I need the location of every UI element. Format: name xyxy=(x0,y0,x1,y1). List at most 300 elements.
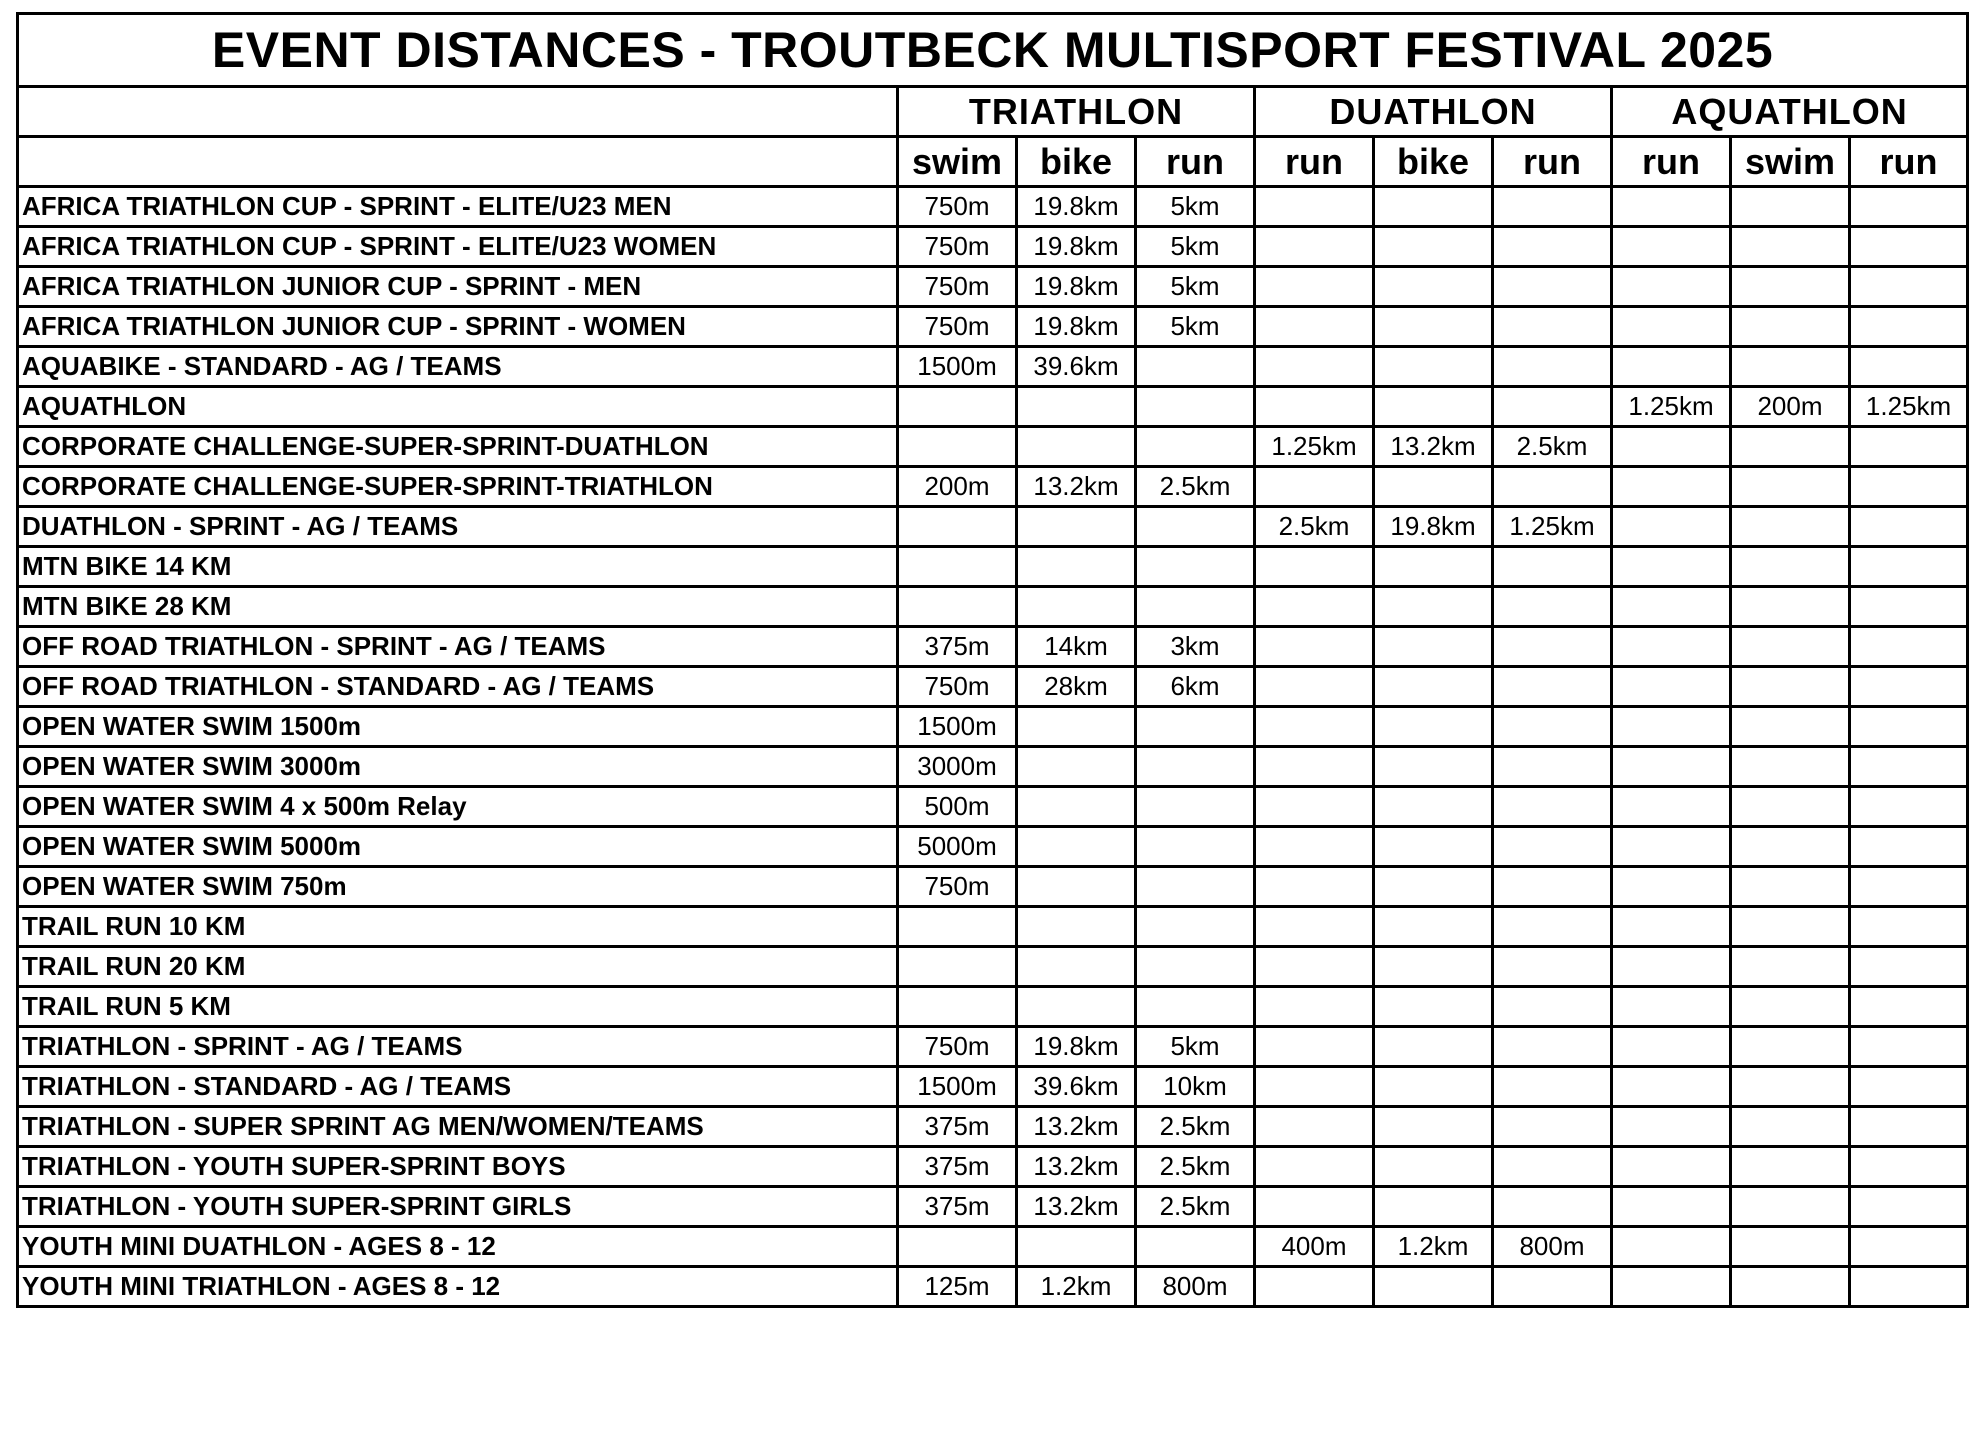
discipline-header-blank xyxy=(18,137,898,187)
distance-cell xyxy=(1374,587,1493,627)
event-name-cell: AFRICA TRIATHLON CUP - SPRINT - ELITE/U23 MEN xyxy=(18,187,898,227)
distance-cell: 1500m xyxy=(898,707,1017,747)
distance-cell xyxy=(1731,907,1850,947)
table-row xyxy=(18,187,1968,227)
distance-cell xyxy=(1493,907,1612,947)
distance-cell: 1.25km xyxy=(1255,427,1374,467)
distance-cell xyxy=(898,587,1017,627)
distance-cell xyxy=(1136,787,1255,827)
distance-cell xyxy=(1850,427,1968,467)
distance-cell xyxy=(1850,267,1968,307)
table-row xyxy=(18,1027,1968,1067)
distance-cell xyxy=(1612,507,1731,547)
title-row xyxy=(18,14,1968,87)
event-name-cell: YOUTH MINI DUATHLON - AGES 8 - 12 xyxy=(18,1227,898,1267)
event-name-cell: AQUATHLON xyxy=(18,387,898,427)
distance-cell xyxy=(898,387,1017,427)
event-name-cell: TRAIL RUN 20 KM xyxy=(18,947,898,987)
distance-cell xyxy=(1612,1227,1731,1267)
distance-cell xyxy=(1374,707,1493,747)
distance-cell xyxy=(1255,227,1374,267)
distance-cell xyxy=(1612,747,1731,787)
distance-cell: 750m xyxy=(898,1027,1017,1067)
distance-cell xyxy=(1374,947,1493,987)
distance-cell xyxy=(1731,747,1850,787)
distance-cell: 19.8km xyxy=(1017,227,1136,267)
table-row xyxy=(18,1267,1968,1307)
distance-cell xyxy=(1017,507,1136,547)
table-row xyxy=(18,667,1968,707)
distance-cell xyxy=(1850,307,1968,347)
distance-cell xyxy=(1017,947,1136,987)
distance-cell xyxy=(898,1227,1017,1267)
distance-cell xyxy=(1612,627,1731,667)
distance-cell xyxy=(1850,547,1968,587)
table-row xyxy=(18,1147,1968,1187)
distance-cell xyxy=(1612,227,1731,267)
distance-cell xyxy=(1255,987,1374,1027)
distance-cell xyxy=(898,427,1017,467)
discipline-header-row xyxy=(18,137,1968,187)
distance-cell: 1.25km xyxy=(1612,387,1731,427)
distance-cell xyxy=(1136,347,1255,387)
distance-cell xyxy=(1493,1147,1612,1187)
table-row xyxy=(18,627,1968,667)
distance-cell: 19.8km xyxy=(1374,507,1493,547)
distance-cell: 39.6km xyxy=(1017,1067,1136,1107)
distance-cell xyxy=(1612,1067,1731,1107)
distance-cell xyxy=(1017,387,1136,427)
distance-cell xyxy=(1374,347,1493,387)
distance-cell xyxy=(1374,1027,1493,1067)
distance-cell xyxy=(1017,867,1136,907)
event-name-cell: YOUTH MINI TRIATHLON - AGES 8 - 12 xyxy=(18,1267,898,1307)
discipline-header: run xyxy=(1136,137,1255,187)
distance-cell xyxy=(1255,707,1374,747)
event-name-cell: TRAIL RUN 5 KM xyxy=(18,987,898,1027)
distance-cell: 400m xyxy=(1255,1227,1374,1267)
group-header-row xyxy=(18,87,1968,137)
distance-cell: 2.5km xyxy=(1136,467,1255,507)
distance-cell: 5km xyxy=(1136,227,1255,267)
distance-cell xyxy=(1850,347,1968,387)
distance-cell xyxy=(1850,1187,1968,1227)
distance-cell xyxy=(1493,347,1612,387)
distance-cell xyxy=(1255,1107,1374,1147)
distance-cell xyxy=(1136,907,1255,947)
distance-cell xyxy=(1731,867,1850,907)
distance-cell xyxy=(1255,267,1374,307)
distance-cell xyxy=(1255,467,1374,507)
distance-cell xyxy=(1255,547,1374,587)
distance-cell xyxy=(1374,547,1493,587)
distance-cell: 500m xyxy=(898,787,1017,827)
distance-cell xyxy=(1731,1147,1850,1187)
distance-cell xyxy=(1731,587,1850,627)
distance-cell xyxy=(1493,1027,1612,1067)
distance-cell xyxy=(1731,547,1850,587)
distance-cell xyxy=(1731,707,1850,747)
distance-cell xyxy=(1493,187,1612,227)
distance-cell xyxy=(1374,667,1493,707)
distance-cell: 750m xyxy=(898,667,1017,707)
table-row xyxy=(18,827,1968,867)
distance-cell: 13.2km xyxy=(1017,1147,1136,1187)
distance-cell xyxy=(1493,627,1612,667)
distance-cell xyxy=(1731,627,1850,667)
distance-cell xyxy=(1374,1067,1493,1107)
distance-cell xyxy=(1017,1227,1136,1267)
distance-cell xyxy=(1493,267,1612,307)
distance-cell xyxy=(898,907,1017,947)
distance-cell xyxy=(1612,187,1731,227)
distance-cell xyxy=(898,987,1017,1027)
event-name-cell: MTN BIKE 14 KM xyxy=(18,547,898,587)
distance-cell xyxy=(1493,587,1612,627)
distance-cell xyxy=(1493,547,1612,587)
distance-cell: 2.5km xyxy=(1136,1107,1255,1147)
table-row xyxy=(18,307,1968,347)
distance-cell xyxy=(1612,587,1731,627)
table-row xyxy=(18,227,1968,267)
distance-cell: 1500m xyxy=(898,1067,1017,1107)
distance-cell: 5km xyxy=(1136,187,1255,227)
distance-cell xyxy=(1374,747,1493,787)
page-title: EVENT DISTANCES - TROUTBECK MULTISPORT FESTIVAL 2025 xyxy=(18,14,1968,87)
distance-cell xyxy=(1850,187,1968,227)
distance-cell xyxy=(1731,187,1850,227)
distance-cell: 13.2km xyxy=(1017,1107,1136,1147)
distance-cell: 2.5km xyxy=(1493,427,1612,467)
distance-cell: 1.2km xyxy=(1017,1267,1136,1307)
distance-cell xyxy=(1255,627,1374,667)
distance-cell xyxy=(1017,547,1136,587)
distance-cell xyxy=(1493,867,1612,907)
distance-cell xyxy=(1612,1147,1731,1187)
discipline-header: run xyxy=(1612,137,1731,187)
distance-cell: 750m xyxy=(898,267,1017,307)
distance-cell xyxy=(1374,627,1493,667)
distance-cell xyxy=(1731,227,1850,267)
distance-cell xyxy=(1612,947,1731,987)
distance-cell xyxy=(1850,667,1968,707)
distance-cell xyxy=(1136,827,1255,867)
event-name-cell: AFRICA TRIATHLON JUNIOR CUP - SPRINT - MEN xyxy=(18,267,898,307)
distance-cell xyxy=(1731,347,1850,387)
distance-cell xyxy=(1017,707,1136,747)
event-name-cell: TRIATHLON - STANDARD - AG / TEAMS xyxy=(18,1067,898,1107)
distance-cell xyxy=(1136,747,1255,787)
distance-cell xyxy=(1255,307,1374,347)
distance-cell xyxy=(1612,827,1731,867)
distance-cell xyxy=(1136,987,1255,1027)
distance-cell: 750m xyxy=(898,227,1017,267)
distance-cell xyxy=(1136,1227,1255,1267)
event-distances-table xyxy=(16,12,1969,1308)
table-row xyxy=(18,947,1968,987)
table-row xyxy=(18,347,1968,387)
distance-cell xyxy=(1374,787,1493,827)
table-row xyxy=(18,507,1968,547)
distance-cell xyxy=(1731,787,1850,827)
group-header-blank xyxy=(18,87,898,137)
event-name-cell: TRIATHLON - SUPER SPRINT AG MEN/WOMEN/TEAMS xyxy=(18,1107,898,1147)
discipline-header: run xyxy=(1850,137,1968,187)
distance-cell xyxy=(1731,507,1850,547)
distance-cell: 19.8km xyxy=(1017,307,1136,347)
event-name-cell: OFF ROAD TRIATHLON - SPRINT - AG / TEAMS xyxy=(18,627,898,667)
distance-cell xyxy=(1374,907,1493,947)
group-header-triathlon: TRIATHLON xyxy=(898,87,1255,137)
distance-cell xyxy=(1612,707,1731,747)
table-row xyxy=(18,427,1968,467)
distance-cell xyxy=(1374,987,1493,1027)
event-name-cell: TRIATHLON - YOUTH SUPER-SPRINT GIRLS xyxy=(18,1187,898,1227)
distance-cell xyxy=(1731,1227,1850,1267)
distance-cell xyxy=(1017,787,1136,827)
distance-cell xyxy=(1255,747,1374,787)
event-name-cell: OPEN WATER SWIM 4 x 500m Relay xyxy=(18,787,898,827)
distance-cell xyxy=(1731,427,1850,467)
distance-cell: 750m xyxy=(898,307,1017,347)
distance-cell xyxy=(1374,387,1493,427)
distance-cell: 19.8km xyxy=(1017,1027,1136,1067)
distance-cell xyxy=(1850,507,1968,547)
table-row xyxy=(18,707,1968,747)
event-name-cell: OPEN WATER SWIM 750m xyxy=(18,867,898,907)
distance-cell xyxy=(1612,427,1731,467)
table-row xyxy=(18,587,1968,627)
table-row xyxy=(18,907,1968,947)
distance-cell xyxy=(1850,1107,1968,1147)
table-row xyxy=(18,987,1968,1027)
distance-cell xyxy=(1731,1067,1850,1107)
distance-cell: 13.2km xyxy=(1017,467,1136,507)
event-name-cell: OPEN WATER SWIM 1500m xyxy=(18,707,898,747)
distance-cell xyxy=(1493,1267,1612,1307)
distance-cell xyxy=(1493,787,1612,827)
distance-cell xyxy=(1374,187,1493,227)
distance-cell xyxy=(1731,467,1850,507)
distance-cell: 125m xyxy=(898,1267,1017,1307)
distance-cell xyxy=(1255,187,1374,227)
distance-cell xyxy=(1850,467,1968,507)
distance-cell xyxy=(1731,667,1850,707)
distance-cell: 39.6km xyxy=(1017,347,1136,387)
distance-cell xyxy=(1612,787,1731,827)
event-name-cell: AQUABIKE - STANDARD - AG / TEAMS xyxy=(18,347,898,387)
distance-cell xyxy=(1493,467,1612,507)
distance-cell xyxy=(1850,987,1968,1027)
distance-cell xyxy=(1731,267,1850,307)
distance-cell: 1.25km xyxy=(1850,387,1968,427)
distance-cell xyxy=(1612,867,1731,907)
distance-cell xyxy=(898,947,1017,987)
distance-cell xyxy=(1255,1027,1374,1067)
distance-cell: 750m xyxy=(898,187,1017,227)
distance-cell xyxy=(1017,427,1136,467)
event-name-cell: CORPORATE CHALLENGE-SUPER-SPRINT-TRIATHLON xyxy=(18,467,898,507)
distance-cell xyxy=(1850,1147,1968,1187)
distance-cell xyxy=(1374,867,1493,907)
distance-cell xyxy=(1255,1267,1374,1307)
discipline-header: bike xyxy=(1017,137,1136,187)
distance-cell xyxy=(1374,827,1493,867)
distance-cell xyxy=(1493,987,1612,1027)
discipline-header: swim xyxy=(1731,137,1850,187)
distance-cell: 200m xyxy=(1731,387,1850,427)
distance-cell xyxy=(1612,467,1731,507)
distance-cell xyxy=(1017,587,1136,627)
event-name-cell: TRAIL RUN 10 KM xyxy=(18,907,898,947)
distance-cell xyxy=(1136,707,1255,747)
distance-cell: 800m xyxy=(1493,1227,1612,1267)
table-row xyxy=(18,1227,1968,1267)
distance-cell: 375m xyxy=(898,627,1017,667)
table-row xyxy=(18,267,1968,307)
discipline-header: bike xyxy=(1374,137,1493,187)
distance-cell: 5km xyxy=(1136,267,1255,307)
distance-cell xyxy=(1493,947,1612,987)
distance-cell xyxy=(1255,827,1374,867)
distance-cell: 5km xyxy=(1136,307,1255,347)
distance-cell: 800m xyxy=(1136,1267,1255,1307)
event-name-cell: AFRICA TRIATHLON JUNIOR CUP - SPRINT - WOMEN xyxy=(18,307,898,347)
discipline-header: swim xyxy=(898,137,1017,187)
distance-cell xyxy=(1017,907,1136,947)
table-row xyxy=(18,787,1968,827)
distance-cell xyxy=(1850,787,1968,827)
distance-cell: 13.2km xyxy=(1017,1187,1136,1227)
distance-cell xyxy=(1017,987,1136,1027)
distance-cell xyxy=(1493,307,1612,347)
distance-cell: 375m xyxy=(898,1187,1017,1227)
distance-cell xyxy=(1017,827,1136,867)
distance-cell xyxy=(1255,1067,1374,1107)
distance-cell xyxy=(1136,587,1255,627)
distance-cell xyxy=(1493,387,1612,427)
distance-cell: 1.2km xyxy=(1374,1227,1493,1267)
distance-cell xyxy=(1374,1147,1493,1187)
distance-cell xyxy=(1612,307,1731,347)
distance-cell xyxy=(1255,1187,1374,1227)
distance-cell xyxy=(1731,987,1850,1027)
distance-cell xyxy=(1493,1067,1612,1107)
event-name-cell: TRIATHLON - SPRINT - AG / TEAMS xyxy=(18,1027,898,1067)
distance-cell xyxy=(1136,427,1255,467)
distance-cell: 750m xyxy=(898,867,1017,907)
distance-cell xyxy=(1850,1267,1968,1307)
distance-cell: 2.5km xyxy=(1255,507,1374,547)
table-row xyxy=(18,387,1968,427)
distance-cell xyxy=(1850,747,1968,787)
distance-cell xyxy=(1731,1267,1850,1307)
distance-cell xyxy=(898,507,1017,547)
distance-cell xyxy=(1850,947,1968,987)
distance-cell: 19.8km xyxy=(1017,187,1136,227)
distance-cell xyxy=(1255,1147,1374,1187)
distance-cell xyxy=(1850,1027,1968,1067)
distance-cell xyxy=(1136,947,1255,987)
distance-cell xyxy=(1850,827,1968,867)
distance-cell xyxy=(1493,827,1612,867)
distance-cell xyxy=(1850,867,1968,907)
event-name-cell: DUATHLON - SPRINT - AG / TEAMS xyxy=(18,507,898,547)
distance-cell xyxy=(1374,267,1493,307)
event-name-cell: AFRICA TRIATHLON CUP - SPRINT - ELITE/U23 WOMEN xyxy=(18,227,898,267)
table-row xyxy=(18,547,1968,587)
table-row xyxy=(18,1067,1968,1107)
event-name-cell: MTN BIKE 28 KM xyxy=(18,587,898,627)
distance-cell xyxy=(1374,1107,1493,1147)
distance-cell xyxy=(1731,307,1850,347)
distance-cell xyxy=(1850,1067,1968,1107)
distance-cell xyxy=(1255,347,1374,387)
discipline-header: run xyxy=(1493,137,1612,187)
distance-cell: 1500m xyxy=(898,347,1017,387)
distance-cell: 1.25km xyxy=(1493,507,1612,547)
distance-cell xyxy=(1850,1227,1968,1267)
distance-cell xyxy=(1731,1187,1850,1227)
distance-cell xyxy=(1612,1027,1731,1067)
distance-cell: 19.8km xyxy=(1017,267,1136,307)
distance-cell: 375m xyxy=(898,1107,1017,1147)
distance-cell xyxy=(1255,947,1374,987)
distance-cell xyxy=(1612,267,1731,307)
table-row xyxy=(18,1107,1968,1147)
distance-cell: 5000m xyxy=(898,827,1017,867)
distance-cell xyxy=(1136,507,1255,547)
distance-cell xyxy=(1850,907,1968,947)
distance-cell xyxy=(1731,947,1850,987)
distance-cell: 200m xyxy=(898,467,1017,507)
event-name-cell: OPEN WATER SWIM 5000m xyxy=(18,827,898,867)
distance-cell xyxy=(1493,707,1612,747)
distance-cell xyxy=(1850,627,1968,667)
distance-cell xyxy=(1493,227,1612,267)
distance-cell xyxy=(1136,387,1255,427)
distance-cell: 28km xyxy=(1017,667,1136,707)
distance-cell xyxy=(898,547,1017,587)
table-row xyxy=(18,747,1968,787)
distance-cell: 375m xyxy=(898,1147,1017,1187)
distance-cell xyxy=(1493,667,1612,707)
distance-cell xyxy=(1612,667,1731,707)
distance-cell xyxy=(1612,1187,1731,1227)
distance-cell xyxy=(1255,387,1374,427)
distance-cell xyxy=(1374,227,1493,267)
distance-cell xyxy=(1374,467,1493,507)
table-row xyxy=(18,867,1968,907)
distance-cell xyxy=(1850,227,1968,267)
distance-cell: 10km xyxy=(1136,1067,1255,1107)
distance-cell xyxy=(1850,587,1968,627)
event-name-cell: TRIATHLON - YOUTH SUPER-SPRINT BOYS xyxy=(18,1147,898,1187)
distance-cell xyxy=(1255,787,1374,827)
table-row xyxy=(18,1187,1968,1227)
distance-cell xyxy=(1374,1187,1493,1227)
event-name-cell: CORPORATE CHALLENGE-SUPER-SPRINT-DUATHLON xyxy=(18,427,898,467)
distance-cell: 2.5km xyxy=(1136,1147,1255,1187)
discipline-header: run xyxy=(1255,137,1374,187)
group-header-aquathlon: AQUATHLON xyxy=(1612,87,1968,137)
distance-cell xyxy=(1255,867,1374,907)
distance-cell xyxy=(1493,1107,1612,1147)
distance-cell xyxy=(1374,307,1493,347)
distance-cell: 14km xyxy=(1017,627,1136,667)
distance-cell xyxy=(1612,1267,1731,1307)
event-name-cell: OFF ROAD TRIATHLON - STANDARD - AG / TEAMS xyxy=(18,667,898,707)
